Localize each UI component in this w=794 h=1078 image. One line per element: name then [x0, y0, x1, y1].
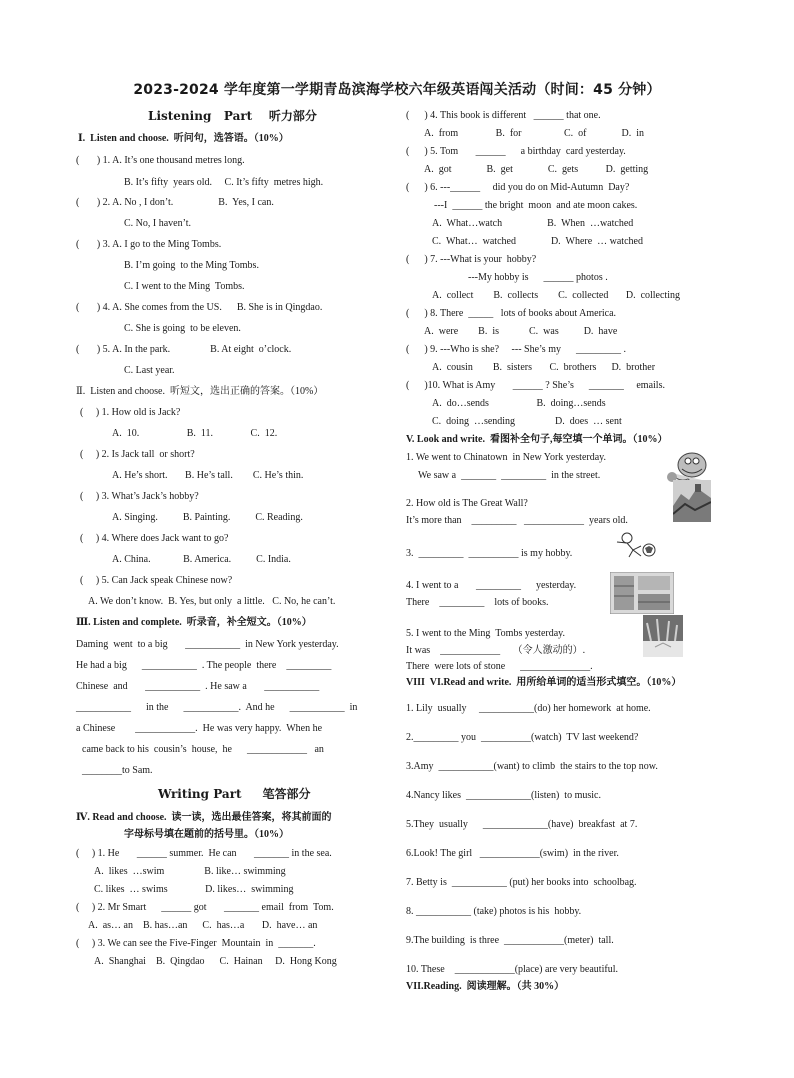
- right-line: VII.Reading. 阅读理解。（共 30%）: [406, 981, 565, 992]
- left-line: ( ) 1. How old is Jack?: [80, 407, 181, 418]
- right-line: ( ) 8. There _____ lots of books about America.: [406, 308, 617, 319]
- left-line: ( ) 3. We can see the Five-Finger Mountain in _______.: [76, 938, 316, 949]
- right-line: 8. ___________ (take) photos is his hobby.: [406, 906, 582, 917]
- right-line: 7. Betty is ___________ (put) her books into schoolbag.: [406, 877, 637, 888]
- left-line: ( ) 2. Is Jack tall or short?: [80, 449, 195, 460]
- football-player-picture: [611, 530, 659, 558]
- right-line: V. Look and write. 看图补全句子,每空填一个单词。（10%）: [406, 434, 668, 445]
- right-line: It was ____________ （令人激动的）.: [406, 645, 586, 656]
- left-line: C. Last year.: [124, 365, 175, 376]
- left-line: ________to Sam.: [82, 765, 153, 776]
- left-line: A. Shanghai B. Qingdao C. Hainan D. Hong Kong: [94, 956, 337, 967]
- right-line: VIII VI.Read and write. 用所给单词的适当形式填空。（10%）: [406, 677, 682, 688]
- right-line: 4.Nancy likes _____________(listen) to music.: [406, 790, 601, 801]
- left-line: B. I’m going to the Ming Tombs.: [124, 260, 259, 271]
- left-line: A. likes …swim B. like… swimming: [94, 866, 286, 877]
- right-line: It’s more than _________ ____________ years old.: [406, 515, 628, 526]
- right-line: ---I ______ the bright moon and ate moon cakes.: [434, 200, 638, 211]
- left-line: A. 10. B. 11. C. 12.: [112, 428, 278, 439]
- left-line: Writing Part 笔答部分: [158, 787, 311, 801]
- left-line: ( ) 5. Can Jack speak Chinese now?: [80, 575, 233, 586]
- left-line: ( ) 5. A. In the park. B. At eight o’clock.: [76, 344, 292, 355]
- right-line: 3. _________ __________ is my hobby.: [406, 548, 573, 559]
- right-line: 4. I went to a _________ yesterday.: [406, 580, 577, 591]
- left-line: ( ) 1. He ______ summer. He can _______ in the sea.: [76, 848, 332, 859]
- right-line: 9.The building is three ____________(meter) tall.: [406, 935, 614, 946]
- great-wall-picture: [673, 480, 711, 522]
- left-line: ( ) 4. A. She comes from the US. B. She is in Qingdao.: [76, 302, 323, 313]
- left-line: C. She is going to be eleven.: [124, 323, 241, 334]
- ming-tombs-picture: [643, 615, 683, 657]
- left-line: Ⅱ. Listen and choose. 听短文，选出正确的答案。（10%）: [76, 386, 324, 397]
- right-line: 2. How old is The Great Wall?: [406, 498, 528, 509]
- left-line: ( ) 2. A. No , I don’t. B. Yes, I can.: [76, 197, 274, 208]
- left-line: B. It’s fifty years old. C. It’s fifty metres high.: [124, 177, 324, 188]
- right-line: There _________ lots of books.: [406, 597, 549, 608]
- right-line: C. doing …sending D. does … sent: [432, 416, 622, 427]
- left-line: Ⅰ. Listen and choose. 听问句，选答语。（10%）: [78, 133, 289, 144]
- right-line: ( ) 6. ---______ did you do on Mid-Autumn Day?: [406, 182, 630, 193]
- left-line: ( ) 3. A. I go to the Ming Tombs.: [76, 239, 222, 250]
- left-line: Daming went to a big ___________ in New York yesterday.: [76, 639, 339, 650]
- left-line: Listening Part 听力部分: [148, 109, 317, 123]
- right-line: A. What…watch B. When …watched: [432, 218, 634, 229]
- left-line: ___________ in the ___________. And he ___________ in: [76, 702, 358, 713]
- left-line: A. He’s short. B. He’s tall. C. He’s thin.: [112, 470, 304, 481]
- right-line: ( ) 4. This book is different ______ that one.: [406, 110, 601, 121]
- left-line: came back to his cousin’s house, he ____________ an: [82, 744, 324, 755]
- right-line: A. cousin B. sisters C. brothers D. brother: [432, 362, 656, 373]
- right-line: ( ) 9. ---Who is she? --- She’s my _________ .: [406, 344, 626, 355]
- right-line: 3.Amy ___________(want) to climb the stairs to the top now.: [406, 761, 658, 772]
- left-line: A. China. B. America. C. India.: [112, 554, 291, 565]
- left-line: C. likes … swims D. likes… swimming: [94, 884, 294, 895]
- left-line: a Chinese ____________. He was very happy. When he: [76, 723, 323, 734]
- right-line: A. do…sends B. doing…sends: [432, 398, 606, 409]
- left-line: ( ) 4. Where does Jack want to go?: [80, 533, 229, 544]
- right-line: 1. Lily usually ___________(do) her homework at home.: [406, 703, 651, 714]
- right-line: C. What… watched D. Where … watched: [432, 236, 643, 247]
- right-line: 6.Look! The girl ____________(swim) in the river.: [406, 848, 619, 859]
- right-line: A. were B. is C. was D. have: [424, 326, 618, 337]
- right-line: 10. These ____________(place) are very beautiful.: [406, 964, 618, 975]
- right-line: 2._________ you __________(watch) TV last weekend?: [406, 732, 639, 743]
- right-line: 5.They usually _____________(have) breakfast at 7.: [406, 819, 638, 830]
- right-line: 5. I went to the Ming Tombs yesterday.: [406, 628, 565, 639]
- right-line: A. collect B. collects C. collected D. collecting: [432, 290, 680, 301]
- left-line: ( ) 3. What’s Jack’s hobby?: [80, 491, 199, 502]
- left-line: Chinese and ___________ . He saw a ___________: [76, 681, 320, 692]
- left-line: ( ) 2. Mr Smart ______ got _______ email from Tom.: [76, 902, 334, 913]
- left-line: Ⅲ. Listen and complete. 听录音，补全短文。（10%）: [76, 617, 312, 628]
- left-line: C. I went to the Ming Tombs.: [124, 281, 245, 292]
- right-line: ---My hobby is ______ photos .: [468, 272, 608, 283]
- left-line: A. We don’t know. B. Yes, but only a little. C. No, he can’t.: [88, 596, 336, 607]
- right-line: We saw a _______ _________ in the street.: [418, 470, 601, 481]
- page-title: 2023-2024 学年度第一学期青岛滨海学校六年级英语闯关活动（时间：45 分钟）: [133, 82, 661, 98]
- right-line: 1. We went to Chinatown in New York yesterday.: [406, 452, 607, 463]
- left-line: Ⅳ. Read and choose. 读一读，选出最佳答案，将其前面的: [76, 812, 332, 823]
- right-line: ( )10. What is Amy ______ ? She’s _______ emails.: [406, 380, 665, 391]
- left-line: A. Singing. B. Painting. C. Reading.: [112, 512, 303, 523]
- left-line: A. as… an B. has…an C. has…a D. have… an: [88, 920, 318, 931]
- right-line: ( ) 7. ---What is your hobby?: [406, 254, 537, 265]
- right-line: A. from B. for C. of D. in: [424, 128, 644, 139]
- left-line: ( ) 1. A. It’s one thousand metres long.: [76, 155, 245, 166]
- right-line: There were lots of stone ______________.: [406, 661, 593, 672]
- left-line: He had a big ___________ . The people there _________: [76, 660, 332, 671]
- left-line: C. No, I haven’t.: [124, 218, 192, 229]
- right-line: A. got B. get C. gets D. getting: [424, 164, 649, 175]
- right-line: ( ) 5. Tom ______ a birthday card yesterday.: [406, 146, 626, 157]
- left-line: 字母标号填在题前的括号里。（10%）: [124, 829, 289, 840]
- bookshop-picture: [610, 572, 674, 614]
